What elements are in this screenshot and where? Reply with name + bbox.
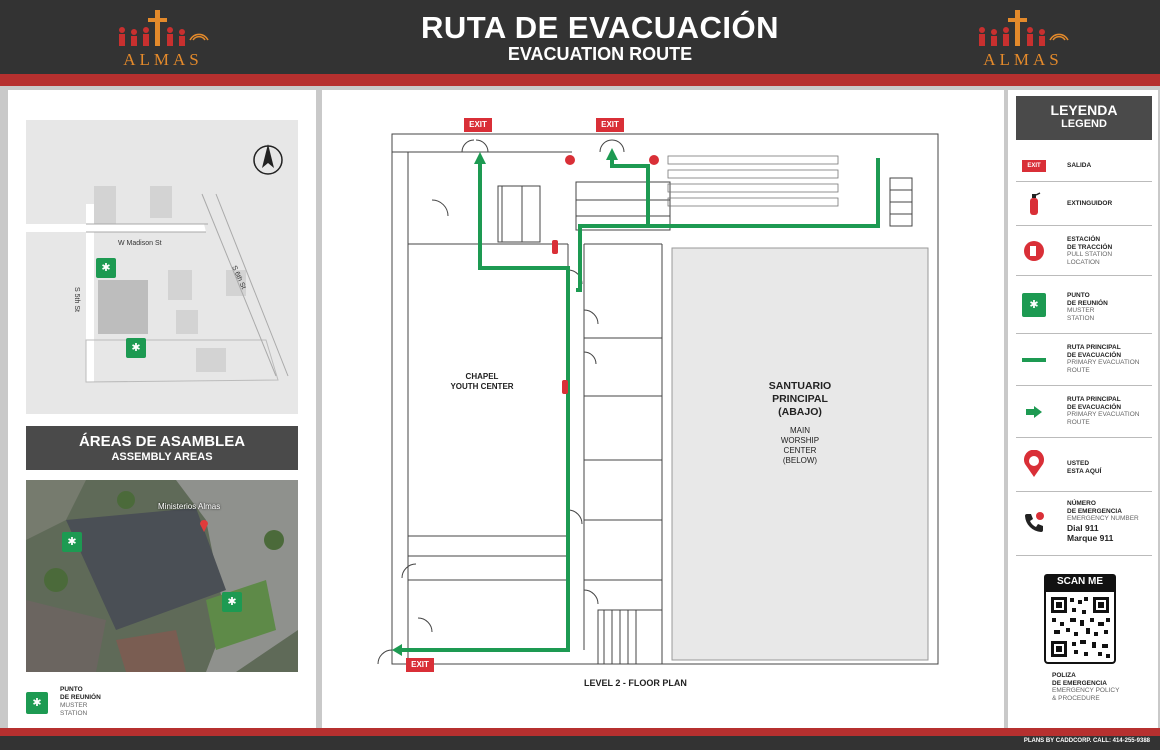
exit-icon-text: EXIT xyxy=(1022,160,1046,172)
phone-icon xyxy=(1020,508,1048,536)
almas-logo-left xyxy=(108,8,218,68)
chapel-line2: YOUTH CENTER xyxy=(450,382,514,391)
legend-header xyxy=(1016,96,1152,140)
page-subtitle: EVACUATION ROUTE xyxy=(507,44,693,64)
street-label-madison: W Madison St xyxy=(118,240,162,247)
traccion-line2: DE TRACCIÓN xyxy=(1067,243,1113,251)
legend-pull-station-text xyxy=(1067,236,1112,266)
traccion-line4: LOCATION xyxy=(1067,258,1100,266)
legend-emergency-text xyxy=(1067,500,1139,543)
exit-sign-bottom-left: EXIT xyxy=(406,658,434,672)
left-legend-muster xyxy=(60,686,101,718)
legend-row-route-line xyxy=(1016,334,1152,386)
route-arrow-icon xyxy=(1020,398,1048,426)
legend-row-you-are-here xyxy=(1016,438,1152,492)
ruta2-line1: RUTA PRINCIPAL xyxy=(1067,396,1121,403)
assembly-areas-banner xyxy=(26,426,298,470)
muster-station-icon: ✱ xyxy=(126,338,146,358)
traccion-line3: PULL STATION xyxy=(1067,251,1113,258)
muster-station-icon: ✱ xyxy=(222,592,242,612)
room-label-worship xyxy=(742,426,858,466)
logo-text: ALMAS xyxy=(123,50,203,69)
ruta-line4: ROUTE xyxy=(1067,366,1090,374)
room-label-sanctuary xyxy=(742,380,858,419)
north-arrow-icon xyxy=(254,144,282,174)
left-legend-line4: STATION xyxy=(60,710,88,717)
legend-row-route-arrow xyxy=(1016,386,1152,438)
footer-credit: PLANS BY CADDCORP. CALL: 414-255-9388 xyxy=(1023,738,1150,744)
reunion-line2: DE REUNIÓN xyxy=(1067,299,1108,307)
aerial-photo xyxy=(26,480,298,672)
legend-title-en: LEGEND xyxy=(1061,118,1107,130)
ruta-line1: RUTA PRINCIPAL xyxy=(1067,344,1121,351)
location-map xyxy=(26,120,298,414)
muster-station-icon: ✱ xyxy=(26,692,48,714)
worship-line4: (BELOW) xyxy=(782,456,818,465)
emerg-line1: NÚMERO xyxy=(1067,500,1096,507)
legend-panel xyxy=(1008,90,1158,728)
page-title: RUTA DE EVACUACIÓN xyxy=(420,10,780,45)
footer-bar xyxy=(0,736,1160,750)
emerg-dial: Dial 911 xyxy=(1067,522,1099,533)
reunion-line1: PUNTO xyxy=(1067,292,1090,299)
traccion-line1: ESTACIÓN xyxy=(1067,236,1101,243)
left-panel xyxy=(8,90,316,728)
legend-row-pull-station xyxy=(1016,226,1152,276)
street-label-5th: S 5th St xyxy=(72,287,80,312)
muster-station-icon: ✱ xyxy=(62,532,82,552)
policy-line2: DE EMERGENCIA xyxy=(1052,679,1107,687)
worship-line1: MAIN xyxy=(790,426,810,435)
legend-extinguidor: EXTINGUIDOR xyxy=(1067,200,1113,207)
room-label-chapel xyxy=(422,372,542,392)
route-line-icon xyxy=(1020,346,1048,374)
street-label-6th: S 6th St xyxy=(230,264,247,291)
aqui-line2: ESTA AQUÍ xyxy=(1067,467,1102,475)
left-legend-line3: MUSTER xyxy=(60,702,88,709)
emergency-policy-text xyxy=(1052,672,1119,702)
ruta2-line3: PRIMARY EVACUATION xyxy=(1067,411,1140,418)
floor-plan-panel xyxy=(322,90,1004,728)
legend-row-muster xyxy=(1016,276,1152,334)
aerial-location-label: Ministerios Almas xyxy=(158,502,221,511)
ruta-line2: DE EVACUACIÓN xyxy=(1067,351,1122,359)
floor-plan-drawing xyxy=(322,90,1004,728)
policy-line3: EMERGENCY POLICY xyxy=(1052,687,1120,694)
legend-row-exit xyxy=(1016,150,1152,182)
emerg-line2: DE EMERGENCIA xyxy=(1067,507,1122,515)
scan-me-label: SCAN ME xyxy=(1044,574,1116,590)
header-stripe xyxy=(0,74,1160,86)
worship-line3: CENTER xyxy=(783,446,817,455)
left-legend-line1: PUNTO xyxy=(60,686,83,693)
floor-plan-caption: LEVEL 2 - FLOOR PLAN xyxy=(584,678,687,688)
sanctuary-line1: SANTUARIO xyxy=(768,380,832,392)
legend-you-are-here-text xyxy=(1067,460,1101,475)
pull-station-icon xyxy=(1020,237,1048,265)
policy-line1: POLIZA xyxy=(1052,672,1076,679)
exit-sign-top-center: EXIT xyxy=(596,118,624,132)
chapel-line1: CHAPEL xyxy=(465,372,499,381)
legend-salida: SALIDA xyxy=(1067,162,1092,169)
aqui-line1: USTED xyxy=(1067,460,1090,467)
emerg-marque: Marque 911 xyxy=(1067,532,1114,543)
emerg-line3: EMERGENCY NUMBER xyxy=(1067,515,1139,522)
almas-logo-right xyxy=(968,8,1078,68)
legend-title-es: LEYENDA xyxy=(1050,102,1118,118)
legend-row-emergency xyxy=(1016,492,1152,556)
assembly-title-en: ASSEMBLY AREAS xyxy=(111,451,213,463)
legend-muster-text xyxy=(1067,292,1108,322)
assembly-title-es: ÁREAS DE ASAMBLEA xyxy=(78,433,246,450)
policy-line4: & PROCEDURE xyxy=(1052,694,1100,702)
logo-text: ALMAS xyxy=(983,50,1063,69)
legend-row-extinguisher xyxy=(1016,182,1152,226)
you-are-here-icon xyxy=(1020,450,1048,478)
legend-route-arrow-text xyxy=(1067,396,1139,426)
footer-stripe xyxy=(0,728,1160,736)
ruta2-line2: DE EVACUACIÓN xyxy=(1067,403,1122,411)
ruta2-line4: ROUTE xyxy=(1067,418,1090,426)
sanctuary-line3: (ABAJO) xyxy=(778,406,822,418)
sanctuary-line2: PRINCIPAL xyxy=(772,393,828,405)
qr-code[interactable] xyxy=(1044,590,1116,664)
exit-sign-icon xyxy=(1020,152,1048,180)
legend-route-text xyxy=(1067,344,1139,374)
muster-station-icon: ✱ xyxy=(96,258,116,278)
exit-sign-top-left: EXIT xyxy=(464,118,492,132)
muster-station-icon: ✱ xyxy=(1020,291,1048,319)
ruta-line3: PRIMARY EVACUATION xyxy=(1067,359,1140,366)
fire-extinguisher-icon xyxy=(1020,190,1048,218)
worship-line2: WORSHIP xyxy=(780,436,820,445)
left-legend-line2: DE REUNIÓN xyxy=(60,694,101,701)
reunion-line4: STATION xyxy=(1067,314,1095,322)
reunion-line3: MUSTER xyxy=(1067,307,1095,314)
